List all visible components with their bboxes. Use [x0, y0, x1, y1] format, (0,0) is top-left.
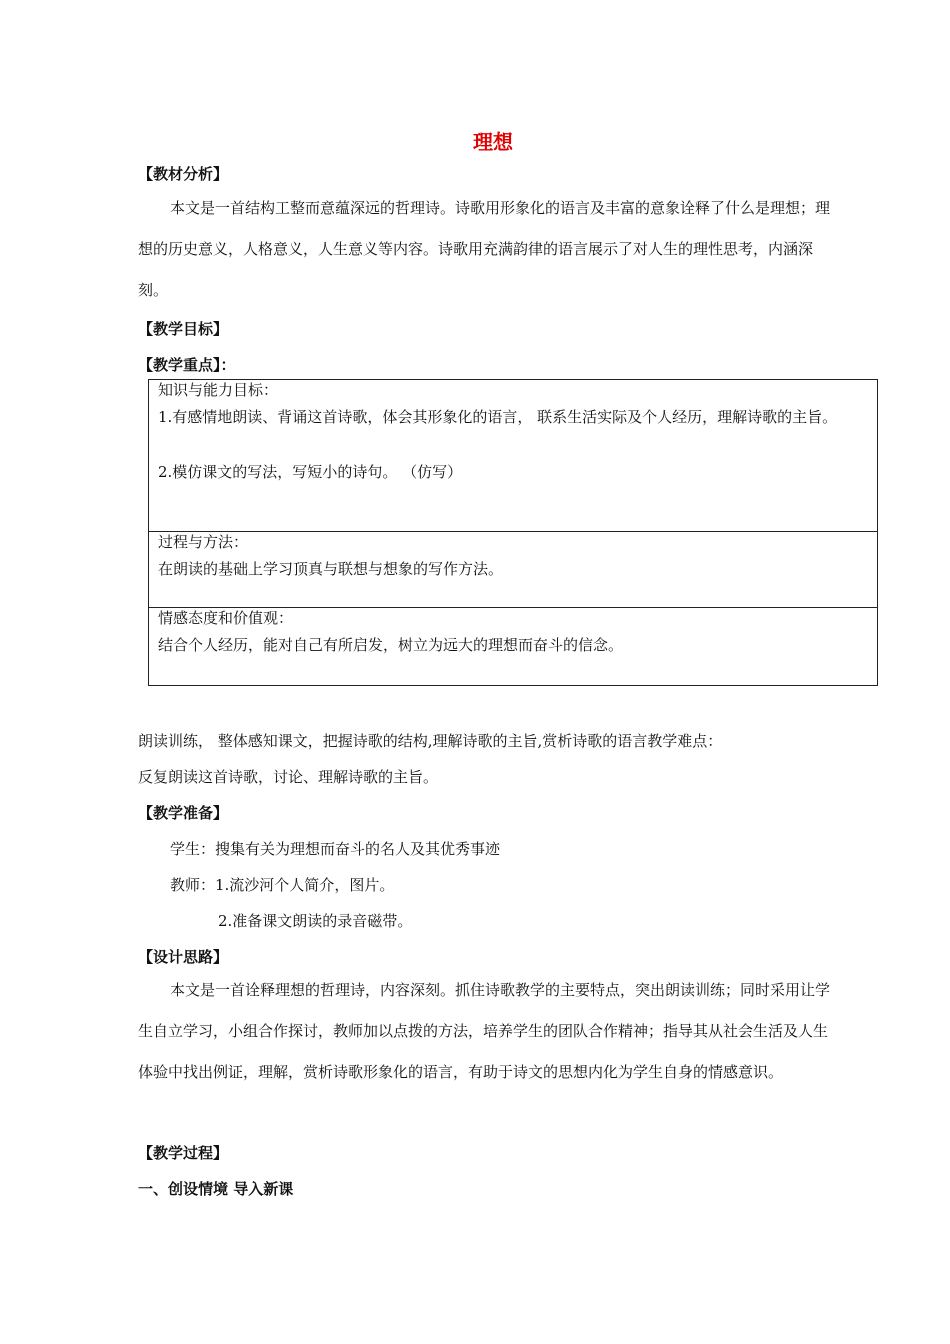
process-heading: 【教学过程】	[138, 1144, 229, 1162]
analysis-heading: 【教材分析】	[138, 165, 229, 183]
emotion-goals-cell	[149, 608, 877, 685]
after-table-line-2: 反复朗读这首诗歌，讨论、理解诗歌的主旨。	[138, 768, 439, 786]
process-goals-text: 在朗读的基础上学习顶真与联想与想象的写作方法。	[158, 560, 504, 578]
after-table-line-1: 朗读训练， 整体感知课文，把握诗歌的结构,理解诗歌的主旨,赏析诗歌的语言教学难点：	[138, 732, 723, 750]
goals-table	[148, 379, 878, 686]
emotion-goals-text: 结合个人经历，能对自己有所启发，树立为远大的理想而奋斗的信念。	[158, 636, 624, 654]
preparation-heading: 【教学准备】	[138, 804, 229, 822]
preparation-teacher-2: 2.准备课文朗读的录音磁带。	[218, 912, 413, 930]
knowledge-goal-item-1: 1.有感情地朗读、背诵这首诗歌，体会其形象化的语言， 联系生活实际及个人经历，理解诗歌的主旨。	[158, 408, 838, 426]
preparation-student: 学生：搜集有关为理想而奋斗的名人及其优秀事迹	[170, 840, 501, 858]
page-title: 理想	[473, 130, 513, 154]
objectives-heading: 【教学目标】	[138, 320, 229, 338]
analysis-paragraph	[138, 188, 842, 311]
analysis-text: 本文是一首结构工整而意蕴深远的哲理诗。诗歌用形象化的语言及丰富的意象诠释了什么是理想；理想的历史意义，人格意义，人生意义等内容。诗歌用充满韵律的语言展示了对人生的理性思考，内涵深刻。	[138, 199, 831, 299]
knowledge-goal-item-2: 2.模仿课文的写法，写短小的诗句。 （仿写）	[158, 463, 463, 481]
process-step-1: 一、创设情境 导入新课	[138, 1180, 294, 1198]
key-points-heading: 【教学重点】：	[138, 356, 236, 374]
process-goals-label: 过程与方法：	[158, 533, 249, 551]
knowledge-goals-label: 知识与能力目标：	[158, 381, 279, 399]
design-heading: 【设计思路】	[138, 948, 229, 966]
emotion-goals-label: 情感态度和价值观：	[158, 609, 294, 627]
knowledge-goals-cell	[149, 380, 877, 532]
preparation-teacher-1: 教师：1.流沙河个人简介，图片。	[170, 876, 395, 894]
process-goals-cell	[149, 532, 877, 608]
design-paragraph	[138, 970, 842, 1093]
design-text: 本文是一首诠释理想的哲理诗，内容深刻。抓住诗歌教学的主要特点，突出朗读训练；同时采用让学生自立学习，小组合作探讨，教师加以点拨的方法，培养学生的团队合作精神；指导其从社会生活及人生体验中找出例证，理解，赏析诗歌形象化的语言，有助于诗文的思想内化为学生自身的情感意识。	[138, 981, 831, 1081]
